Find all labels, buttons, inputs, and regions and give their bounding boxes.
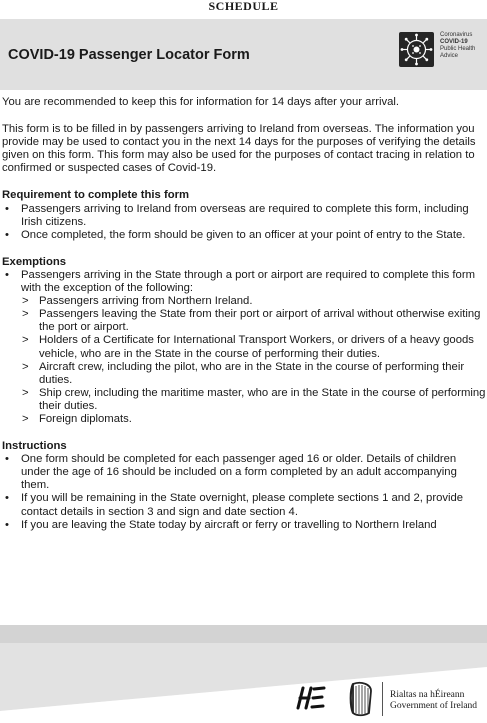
list-item: • If you are leaving the State today by aircraft or ferry or travelling to Northern Ireland [2, 519, 486, 532]
exemptions-heading: Exemptions [2, 255, 67, 268]
logo-line-3: Public Health [440, 46, 476, 52]
sub-list-item: > Passengers arriving from Northern Ireland. [21, 295, 486, 308]
intro-paragraph-1: You are recommended to keep this for information for 14 days after your arrival. [2, 96, 400, 108]
requirement-heading: Requirement to complete this form [2, 189, 190, 202]
footer-divider [382, 682, 383, 716]
requirement-list [2, 203, 486, 242]
exemptions-intro: Passengers arriving in the State through a port or airport are required to complete this form with the exception of the following: [21, 268, 475, 295]
sub-list-item: > Foreign diplomats. [21, 413, 486, 426]
gov-line-english: Government of Ireland [390, 701, 478, 711]
gov-line-irish: Rialtas na hÉireann [390, 690, 465, 700]
harp-icon [347, 680, 375, 718]
coronavirus-logo-text [440, 32, 475, 60]
intro-paragraph-2: This form is to be filled in by passengers arriving to Ireland from overseas. The information you provide may be used to contact you in the next 14 days for the purposes of verifying the details given on this form. This form may also be used for the purposes of contact tracing in relation to confirmed or suspected cases of Covid-19. [2, 123, 476, 175]
form-banner [0, 19, 487, 90]
logo-line-2: COVID-19 [440, 39, 468, 45]
logo-line-1: Coronavirus [440, 32, 473, 38]
exemptions-sublist [21, 295, 486, 426]
sub-list-item: > Aircraft crew, including the pilot, who are in the State in the course of performing their duties. [21, 361, 486, 387]
list-item: • One form should be completed for each passenger aged 16 or older. Details of children under the age of 16 should be included on a form completed by an adult accompanying them. [2, 453, 486, 492]
schedule-heading: SCHEDULE [208, 0, 279, 13]
list-item: • Passengers arriving to Ireland from overseas are required to complete this form, including Irish citizens. [2, 203, 486, 229]
list-item: • Once completed, the form should be given to an officer at your point of entry to the State. [2, 229, 486, 242]
hse-logo [292, 682, 328, 712]
government-of-ireland-mark [390, 690, 477, 712]
sub-list-item: > Ship crew, including the maritime master, who are in the State in the course of performing their duties. [21, 387, 486, 413]
form-title: COVID-19 Passenger Locator Form [8, 47, 250, 63]
sub-list-item: > Holders of a Certificate for International Transport Workers, or drivers of a heavy goods vehicle, who are in the State in the course of performing their duties. [21, 334, 486, 360]
logo-line-4: Advice [440, 53, 459, 59]
instructions-heading: Instructions [2, 440, 67, 453]
coronavirus-logo-icon [399, 32, 434, 67]
sub-list-item: > Passengers leaving the State from their port or airport of arrival without otherwise exiting the port or airport. [21, 308, 486, 334]
form-body [2, 96, 486, 532]
exemptions-list [2, 269, 486, 426]
instructions-list [2, 453, 486, 532]
list-item: • If you will be remaining in the State overnight, please complete sections 1 and 2, provide contact details in section 3 and sign and date section 4. [2, 492, 486, 518]
list-item [2, 269, 486, 426]
